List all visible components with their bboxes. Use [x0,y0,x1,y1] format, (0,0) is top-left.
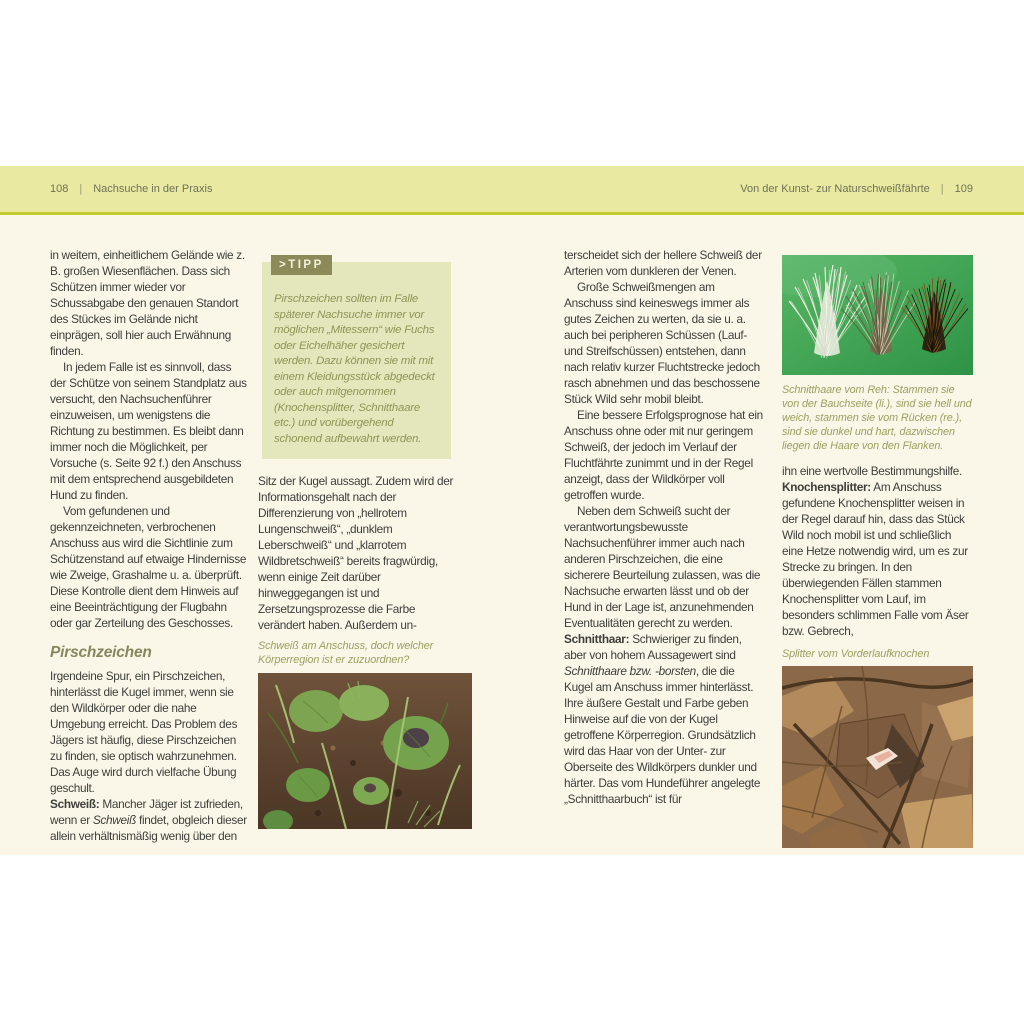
header-divider: | [940,183,944,195]
paragraph: In jedem Falle ist es sinnvoll, dass der Schütze von seinem Standplatz aus versucht, den Nachsuchenführer einzuweisen, um wenigstens die Richtung zu bestimmen. Es bleibt dann immer noch die Möglichkeit, per Vorsuche (s. Seite 92 f.) den Anschuss mit dem entsprechend ausgebildeten Hund zu finden. [50,360,247,502]
term-schweiss: Schweiß: [50,797,100,811]
caption-schweiss-photo: Schweiß am Anschuss, doch welcher Körperregion ist er zuzuordnen? [258,640,434,666]
chapter-title-right: Von der Kunst- zur Naturschweißfährte [740,183,930,195]
text-column-1 [50,247,249,844]
text-run: , die die Kugel am Anschuss immer hinterlässt. Ihre äußere Gestalt und Farbe geben Hinweise auf die von der Kugel getroffene Körperregion. Grundsätzlich wird das Haar von der Unter- zur Oberseite des Wildkörpers dunkler und härter. Das vom Hundeführer angelegte „Schnitthaarbuch“ ist für [564,664,761,806]
header-divider: | [79,183,83,195]
hair-tufts-graphic [782,255,973,375]
paragraph: in weitem, einheitlichem Gelände wie z. B. großen Wiesenflächen. Dass sich Schützen immer wieder vor Schussabgabe den genauen Standort des Stückes im Gelände nicht einprägen, soll hier auch Erwähnung finden. [50,248,245,358]
page-number-left: 108 [50,183,69,195]
paragraph: Neben dem Schweiß sucht der verantwortungsbewusste Nachsuchenführer immer auch nach anderen Pirschzeichen, die eine sicherere Beurteilung zulassen, was die Nachsuche erwarten lässt und ob der Hund in der Lage ist, anzunehmenden Eventualitäten gerecht zu werden. [564,504,761,630]
text-column-3 [564,247,764,807]
schweiss-on-leaves-photo [258,673,472,829]
paragraph-schweiss [50,796,249,844]
tip-label: >TIPP [271,255,332,275]
text-run-italic: Schnitthaare bzw. -borsten [564,664,696,678]
running-head-left [50,183,212,195]
caption-bone-splinter: Splitter vom Vorderlaufknochen [782,648,930,660]
text-run: Am Anschuss gefundene Knochensplitter weisen in der Regel darauf hin, dass das Stück Wild noch mobil ist und schließlich eine Hetze notwendig wird, um es zur Strecke zu bringen. In den überwiegenden Fällen stammen Knochensplitter vom Lauf, im besonders schlimmen Falle vom Äser bzw. Gebrech, [782,480,969,638]
paragraph: Sitz der Kugel aussagt. Zudem wird der Informationsgehalt nach der Differenzierung von „hellrotem Lungenschweiß“, „dunklem Leberschweiß“ und „klarrotem Wildbretschweiß“ bereits fragwürdig, wenn einige Zeit darüber hinweggegangen ist und Zersetzungsprozesse die Farbe verändert haben. Außerdem un- [258,474,454,632]
hair-samples-photo [782,255,973,375]
text-run: Mancher Jäger ist zufrieden, wenn er [50,797,243,827]
paragraph-knochensplitter [782,479,973,639]
running-head-right [740,183,973,195]
text-column-2 [258,247,472,829]
term-knochensplitter: Knochensplitter: [782,480,871,494]
tip-text: Pirschzeichen sollten im Falle späterer Nachsuche immer vor möglichen „Mitessern“ wie Fuchs oder Eichelhäher gesichert werden. Dazu können sie mit mit einem Kleidungsstück abgedeckt oder auch mitgenommen (Knochensplitter, Schnitthaare etc.) und vorübergehend schonend aufbewahrt werden. [274,293,435,445]
forest-floor-graphic [782,666,973,848]
page-number-right: 109 [954,183,973,195]
text-run: Schwieriger zu finden, aber von hohem Aussagewert sind [564,632,742,662]
tip-box [262,259,451,459]
text-column-4 [782,247,973,848]
book-page-spread [0,215,1024,855]
text-run-italic: Schweiß [92,813,136,827]
paragraph: ihn eine wertvolle Bestimmungshilfe. [782,464,963,478]
caption-hair-samples: Schnitthaare vom Reh: Stammen sie von der Bauchseite (li.), sind sie hell und weich, stammen sie vom Rücken (re.), sind sie dunkel und hart, dazwischen liegen die Haare von den Flanken. [782,384,972,452]
paragraph: Eine bessere Erfolgsprognose hat ein Anschuss ohne oder mit nur geringem Schweiß, der jedoch im Verlauf der Fluchtfährte zunimmt und in der Regel anzeigt, dass der Wildkörper voll getroffen wurde. [564,408,763,502]
paragraph: terscheidet sich der hellere Schweiß der Arterien vom dunkleren der Venen. [564,248,762,278]
header-band [0,166,1024,215]
bone-splinter-photo [782,666,973,848]
chapter-title-left: Nachsuche in der Praxis [93,183,213,195]
paragraph: Große Schweißmengen am Anschuss sind keineswegs immer als gutes Zeichen zu werten, da sie u. a. auch bei peripheren Schüssen (Lauf- und Streifschüssen) entstehen, dann nach relativ kurzer Fluchtstrecke jedoch rasch abnehmen und das beschossene Stück Wild sehr mobil bleibt. [564,280,760,406]
paragraph: Vom gefundenen und gekennzeichneten, verbrochenen Anschuss aus wird die Sichtlinie zum Schützenstand auf etwaige Hindernisse wie Zweige, Grashalme u. a. überprüft. Diese Kontrolle dient dem Hinweis auf eine Beeinträchtigung der Flugbahn oder gar Zerteilung des Geschosses. [50,504,247,630]
text-run: findet, obgleich dieser allein verhältnismäßig wenig über den [50,813,247,843]
section-heading-pirschzeichen: Pirschzeichen [50,644,152,661]
plants-photo-graphic [258,673,472,829]
paragraph-schnitthaar [564,631,764,807]
paragraph: Irgendeine Spur, ein Pirschzeichen, hinterlässt die Kugel immer, wenn sie den Wildkörper oder die nahe Umgebung erreicht. Das Problem des Jägers ist häufig, diese Pirschzeichen zu finden, sie optisch wahrzunehmen. Das Auge wird durch vielfache Übung geschult. [50,669,238,795]
running-heads [0,166,1024,212]
term-schnitthaar: Schnitthaar: [564,632,630,646]
